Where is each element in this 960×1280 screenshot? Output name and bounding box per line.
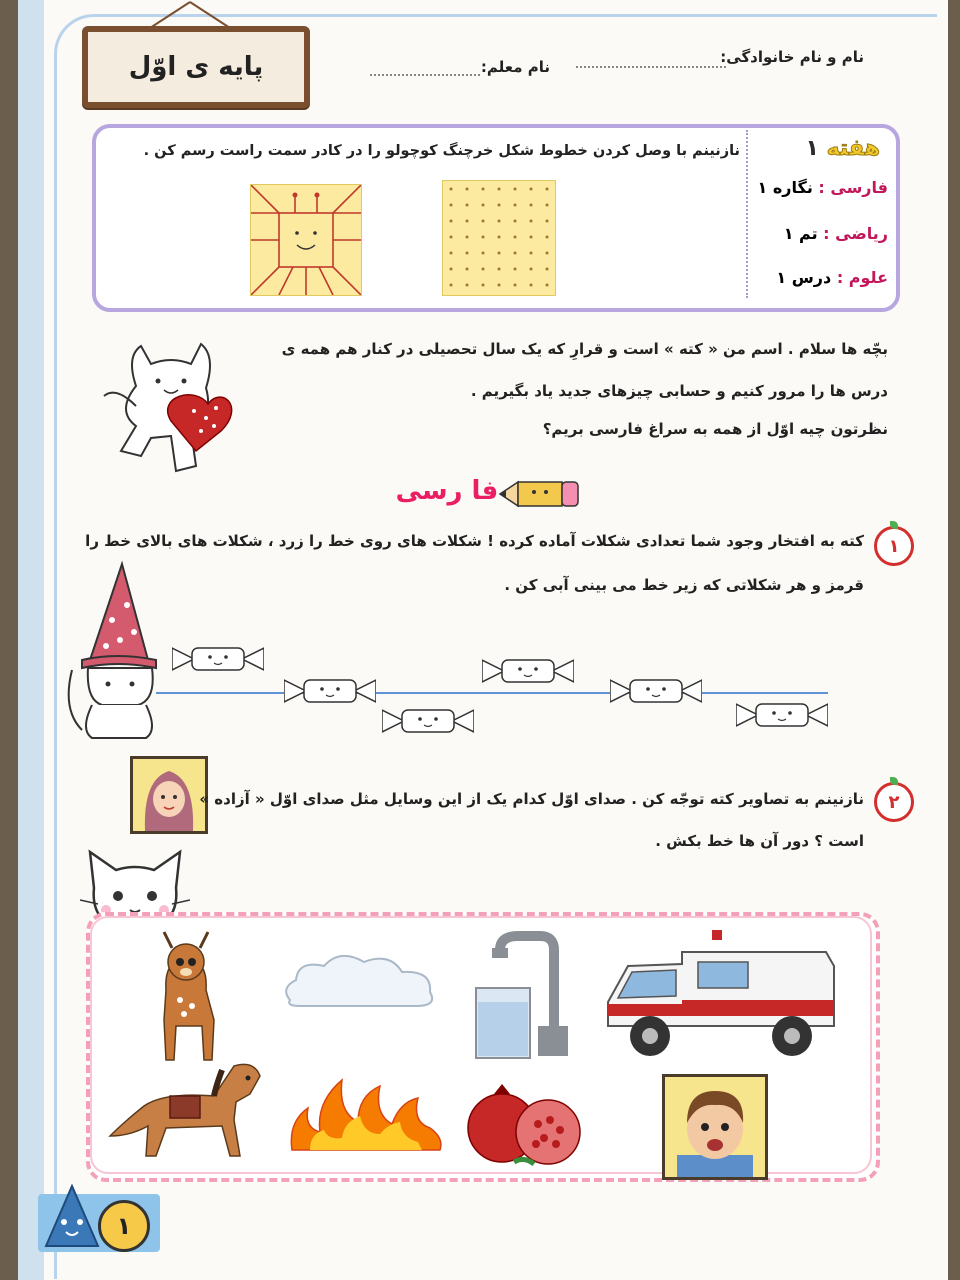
boy-icon <box>665 1077 765 1177</box>
teacher-name-field[interactable] <box>370 74 480 76</box>
dot-grid-svg <box>443 181 555 295</box>
girl-portrait <box>130 756 208 834</box>
teacher-name-label: نام معلم: <box>480 58 550 76</box>
week-divider <box>746 130 748 298</box>
subject-science: علوم : درس ۱ <box>776 268 888 287</box>
candy-icon[interactable] <box>482 656 574 686</box>
question-1-number: ۱ <box>874 526 914 566</box>
pencil-icon <box>496 474 582 514</box>
intro-line-3: نظرتون چیه اوّل از همه به سراغ فارسی بریم؟ <box>542 420 888 438</box>
candy-icon[interactable] <box>610 676 702 706</box>
candy-icon[interactable] <box>172 644 264 674</box>
ambulance-icon[interactable] <box>602 926 838 1062</box>
grade-sign <box>82 26 310 108</box>
question-2-line-2: است ؟ دور آن ها خط بکش . <box>655 832 864 850</box>
sign-string <box>140 0 240 30</box>
grade-title: پایه ی اوّل <box>128 52 264 82</box>
boy-portrait[interactable] <box>662 1074 768 1180</box>
girl-icon <box>133 759 205 831</box>
student-name-label: نام و نام خانوادگی: <box>720 48 864 66</box>
question-1-line-2: قرمز و هر شکلاتی که زیر خط می بینی آبی کن . <box>504 576 864 594</box>
intro-line-1: بچّه ها سلام . اسم من « کته » است و قرارِ که یک سال تحصیلی در کنار هم همه ی <box>281 340 888 358</box>
question-2-line-1: نازنینم به تصاویر کته توجّه کن . صدای اوّل کدام یک از این وسایل مثل صدای اوّل « آزاده » <box>199 790 864 808</box>
page-number: ۱ <box>98 1200 150 1252</box>
cloud-icon[interactable] <box>280 948 440 1012</box>
horse-icon[interactable] <box>104 1056 264 1160</box>
candy-line <box>156 692 828 694</box>
question-1-line-1: کته به افتخار وجود شما تعدادی شکلات آماده کرده ! شکلات های روی خط را زرد ، شکلات های بالای خط را <box>85 532 864 550</box>
week-title-num: ۱ <box>805 136 819 161</box>
deer-icon[interactable] <box>136 930 232 1064</box>
student-name-field[interactable] <box>576 66 726 68</box>
side-strip <box>18 0 44 1280</box>
week-title-word: هفته <box>826 136 880 161</box>
fire-icon[interactable] <box>288 1072 444 1152</box>
dot-grid[interactable] <box>442 180 556 296</box>
candy-icon[interactable] <box>382 706 474 736</box>
subject-math: ریاضی : تم ۱ <box>783 224 888 243</box>
pomegranate-icon[interactable] <box>464 1084 588 1168</box>
week-instruction: نازنینم با وصل کردن خطوط شکل خرچنگ کوچولو را در کادر سمت راست رسم کن . <box>143 143 740 159</box>
candy-icon[interactable] <box>284 676 376 706</box>
question-2-number: ۲ <box>874 782 914 822</box>
intro-line-2: درس ها را مرور کنیم و حسابی چیزهای جدید یاد بگیریم . <box>470 382 888 400</box>
cat-hat-icon <box>62 560 162 740</box>
subject-farsi: فارسی : نگاره ۱ <box>757 178 888 197</box>
section-title: فا رسی <box>395 476 499 506</box>
week-title <box>760 136 880 161</box>
triangle-mascot-icon <box>42 1182 102 1252</box>
cat-heart-icon <box>96 326 246 476</box>
candy-icon[interactable] <box>736 700 828 730</box>
crab-icon <box>251 185 361 295</box>
crab-model-grid <box>250 184 362 296</box>
faucet-icon[interactable] <box>470 930 576 1062</box>
